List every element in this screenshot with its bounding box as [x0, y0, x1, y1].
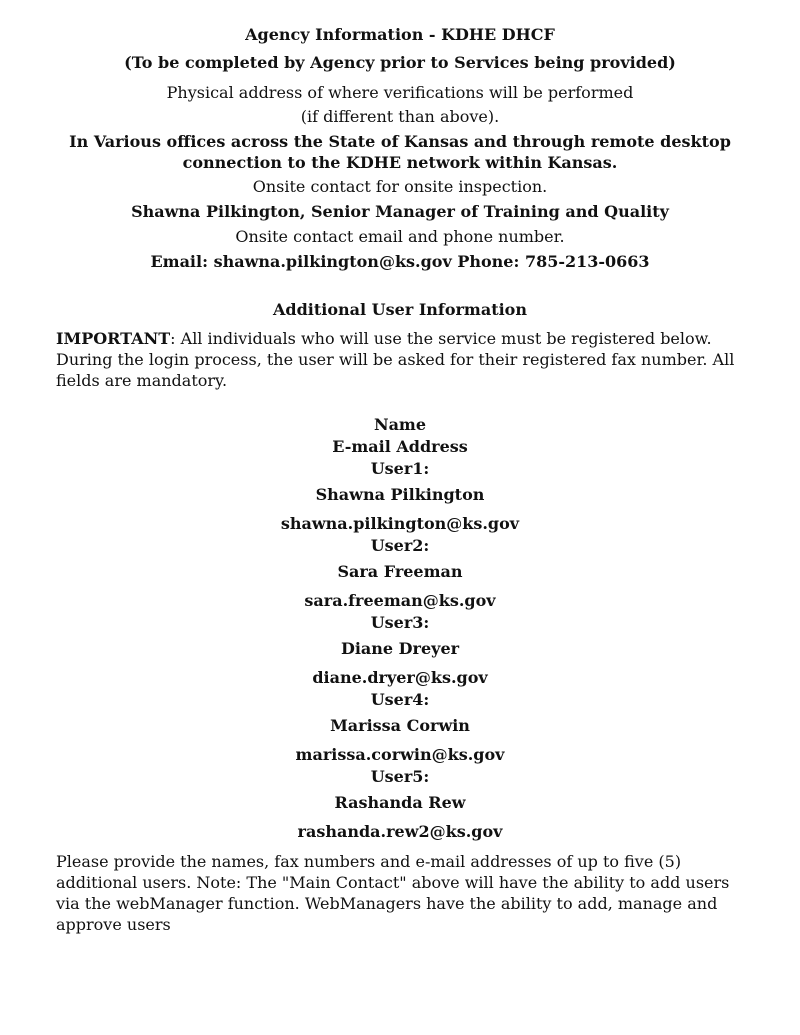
- user-label: User4:: [370, 690, 430, 709]
- user-name: Shawna Pilkington: [315, 485, 485, 504]
- onsite-contact-value: Shawna Pilkington, Senior Manager of Training and Quality: [131, 202, 669, 221]
- user-name: Marissa Corwin: [330, 716, 470, 735]
- address-label-line2: (if different than above).: [300, 107, 500, 126]
- user-entry-3: [56, 612, 744, 689]
- onsite-contact-info-value: Email: shawna.pilkington@ks.gov Phone: 785-213-0663: [150, 252, 650, 271]
- user-email: rashanda.rew2@ks.gov: [297, 822, 503, 841]
- user-name: Rashanda Rew: [334, 793, 466, 812]
- address-label-line1: Physical address of where verifications will be performed: [166, 83, 634, 102]
- important-text: : All individuals who will use the service must be registered below. During the login process, the user will be asked for their registered fax number. All fields are mandatory.: [56, 329, 735, 390]
- onsite-contact-label: Onsite contact for onsite inspection.: [252, 177, 548, 196]
- document-title: Agency Information - KDHE DHCF: [245, 25, 555, 44]
- user-label: User1:: [370, 459, 430, 478]
- onsite-contact-info-label: Onsite contact email and phone number.: [235, 227, 565, 246]
- footer-note: Please provide the names, fax numbers and e-mail addresses of up to five (5) additional users. Note: The "Main Contact" above will have the ability to add users via the webManager function. WebManagers have the ability to add, manage and approve users: [56, 852, 730, 934]
- additional-user-info-title: Additional User Information: [273, 300, 527, 319]
- user-name: Diane Dreyer: [340, 639, 460, 658]
- user-entry-2: [56, 535, 744, 612]
- user-entry-5: [56, 766, 744, 843]
- name-column-header: Name: [373, 415, 427, 434]
- address-value: In Various offices across the State of Kansas and through remote desktop connection to the KDHE network within Kansas.: [69, 132, 731, 172]
- document-page: [56, 24, 744, 935]
- important-notice: [56, 328, 744, 391]
- user-entry-1: [56, 458, 744, 535]
- user-email: sara.freeman@ks.gov: [304, 591, 496, 610]
- document-subtitle: (To be completed by Agency prior to Services being provided): [124, 53, 676, 72]
- users-column-header: [56, 414, 744, 458]
- important-label: IMPORTANT: [56, 329, 171, 348]
- user-name: Sara Freeman: [337, 562, 463, 581]
- user-email: marissa.corwin@ks.gov: [295, 745, 505, 764]
- user-entry-4: [56, 689, 744, 766]
- user-label: User5:: [370, 767, 430, 786]
- user-email: diane.dryer@ks.gov: [312, 668, 488, 687]
- user-label: User2:: [370, 536, 430, 555]
- email-column-header: E-mail Address: [332, 437, 468, 456]
- user-label: User3:: [370, 613, 430, 632]
- user-email: shawna.pilkington@ks.gov: [280, 514, 520, 533]
